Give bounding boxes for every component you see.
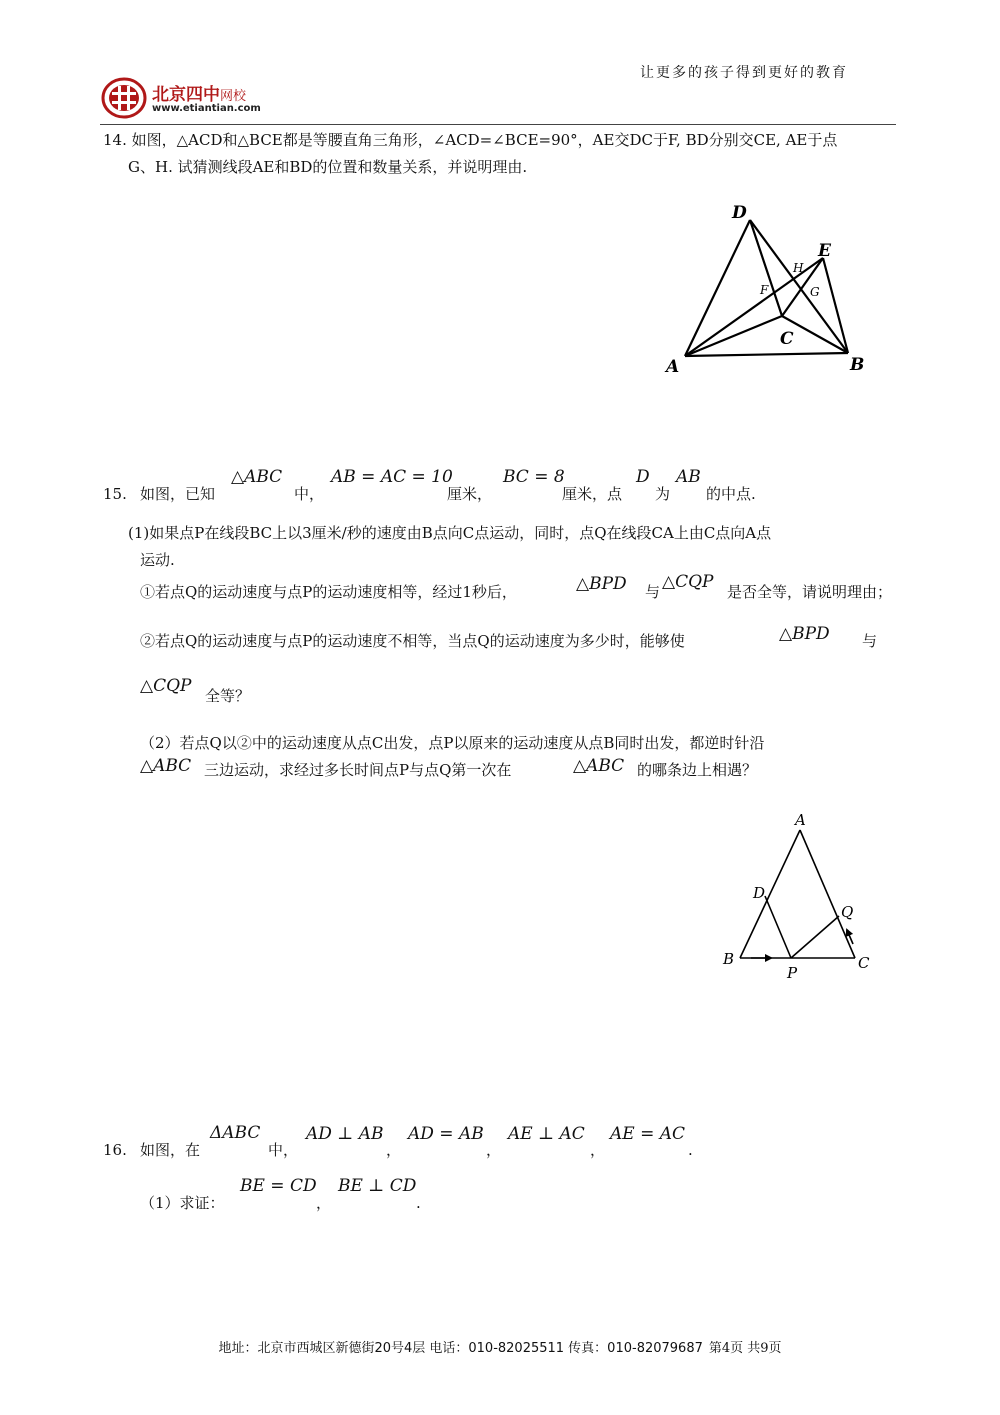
q15-seg-PQ <box>791 916 839 958</box>
q15-part1-line2: 运动. <box>140 551 175 569</box>
q14-seg-AB <box>685 353 848 356</box>
q15-sub2-text-c: 全等？ <box>205 687 251 705</box>
q15-math-bc: BC = 8 <box>503 467 565 487</box>
q15-sub2-math-bpd: △BPD <box>779 624 830 644</box>
q14-seg-DC <box>750 220 782 316</box>
q15-seg-AC <box>800 830 855 958</box>
q15-part2-line1: （2）若点Q以②中的运动速度从点C出发，点P以原来的运动速度从点B同时出发，都逆时针沿 <box>140 734 765 752</box>
q15-part2-text-b: 三边运动，求经过多长时间点P与点Q第一次在 <box>204 761 512 779</box>
q16-comma3: ， <box>590 1141 606 1159</box>
q16-comma1: ， <box>386 1141 402 1159</box>
q14-label-E: E <box>818 241 831 261</box>
q14-label-F: F <box>760 283 769 297</box>
footer-page: 第4页 共9页 <box>708 1341 782 1356</box>
q15-sub1-text-b: 与 <box>645 583 661 601</box>
q15-sub1-text-a: ①若点Q的运动速度与点P的运动速度相等，经过1秒后， <box>140 583 517 601</box>
q15-seg-AB <box>740 830 800 958</box>
q16-end: . <box>688 1141 693 1159</box>
q15-text3: 厘米， <box>447 485 493 503</box>
q15-part2-text-c: 的哪条边上相遇？ <box>637 761 758 779</box>
q15-part2-math-abc1: △ABC <box>140 756 192 776</box>
q16-part1-math-be-perp-cd: BE ⊥ CD <box>338 1176 417 1196</box>
q15-text2: 中， <box>294 485 325 503</box>
q14-line1: 14. 如图，△ACD和△BCE都是等腰直角三角形，∠ACD=∠BCE=90°，AE交DC于F, BD分别交CE, AE于点 <box>103 131 838 149</box>
q15-sub1-math-cqp: △CQP <box>662 572 714 592</box>
q15-sub2-text-b: 与 <box>862 632 878 650</box>
q16-part1-text: （1）求证： <box>140 1194 225 1212</box>
q14-seg-AD <box>685 220 750 356</box>
header-slogan: 让更多的孩子得到更好的教育 <box>640 65 848 81</box>
q15-part2-math-abc2: △ABC <box>573 756 625 776</box>
footer <box>0 1337 1000 1356</box>
q16-math-ae-perp-ac: AE ⊥ AC <box>508 1124 585 1144</box>
footer-address: 地址：北京市西城区新德街20号4层 电话：010-82025511 传真：010-82079687 <box>218 1341 703 1356</box>
q16-math-ad-perp-ab: AD ⊥ AB <box>306 1124 384 1144</box>
q16-math-abc: ΔABC <box>210 1123 261 1143</box>
header-rule <box>100 124 896 125</box>
q15-label-B: B <box>723 950 735 968</box>
q15-sub2-text-a: ②若点Q的运动速度与点P的运动速度不相等，当点Q的运动速度为多少时，能够使 <box>140 632 685 650</box>
q16-math-ae-eq-ac: AE = AC <box>610 1124 686 1144</box>
q14-label-D: D <box>732 203 747 223</box>
q14-seg-EB <box>823 258 848 353</box>
q16-part1-math-be-eq-cd: BE = CD <box>240 1176 317 1196</box>
q15-sub1-math-bpd: △BPD <box>576 574 627 594</box>
q16-math-ad-eq-ab: AD = AB <box>408 1124 484 1144</box>
q15-text1: 如图，已知 <box>140 485 216 503</box>
q14-label-H: H <box>793 261 804 275</box>
q15-math-ab: AB <box>676 467 701 487</box>
q15-num: 15. <box>103 485 127 503</box>
q16-text2: 中， <box>268 1141 299 1159</box>
q16-part1-comma: ， <box>316 1194 332 1212</box>
q15-sub2-math-cqp: △CQP <box>140 676 192 696</box>
q15-math-d: D <box>636 467 650 487</box>
q15-sub1-text-c: 是否全等，请说明理由； <box>727 583 893 601</box>
q15-label-D: D <box>753 884 766 902</box>
q15-label-Q: Q <box>841 903 854 921</box>
q15-text5: 为 <box>655 485 671 503</box>
q16-part1-end: . <box>416 1194 421 1212</box>
q15-figure <box>715 808 885 988</box>
q14-figure <box>660 198 880 378</box>
q15-label-P: P <box>787 964 798 982</box>
q14-line2: G、H. 试猜测线段AE和BD的位置和数量关系，并说明理由. <box>128 158 528 176</box>
q14-label-C: C <box>780 329 794 349</box>
q14-label-G: G <box>810 285 820 299</box>
q15-part1-line1: (1)如果点P在线段BC上以3厘米/秒的速度由B点向C点运动，同时，点Q在线段CA上由C点向A点 <box>128 524 772 542</box>
logo-name: 北京四中网校 <box>152 85 247 105</box>
logo-url: www.etiantian.com <box>152 103 261 114</box>
q15-label-A: A <box>795 811 806 829</box>
q15-math-ab-ac: AB = AC = 10 <box>331 467 453 487</box>
q16-comma2: ， <box>486 1141 502 1159</box>
q15-text6: 的中点. <box>706 485 756 503</box>
q14-label-A: A <box>666 357 680 377</box>
q15-seg-DP <box>765 896 791 958</box>
q15-math-abc: △ABC <box>231 467 283 487</box>
q16-num: 16. <box>103 1141 127 1159</box>
logo-seal-icon <box>100 76 148 120</box>
q15-text4: 厘米，点 <box>562 485 623 503</box>
q15-label-C: C <box>858 954 870 972</box>
q14-label-B: B <box>850 355 865 375</box>
q16-text1: 如图，在 <box>140 1141 201 1159</box>
